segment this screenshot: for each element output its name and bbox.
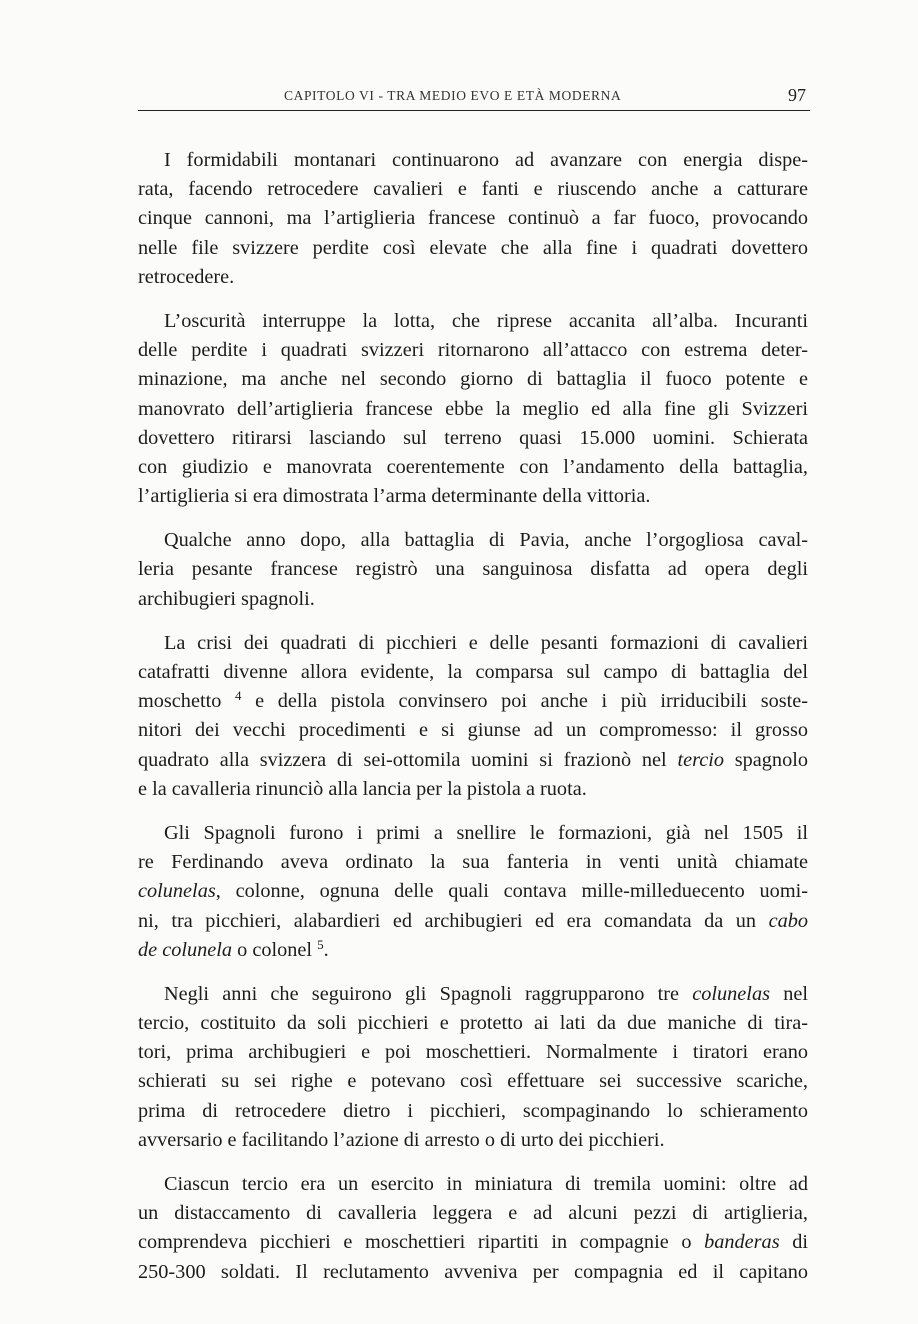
italic-term: cabo [768, 909, 808, 932]
text-run: nel [769, 982, 808, 1005]
text-line [138, 746, 808, 775]
footnote-ref: 5 [317, 936, 324, 952]
text-line [138, 424, 808, 453]
text-line [138, 819, 808, 848]
text-run: quadrato alla svizzera di sei-ottomila uomini si frazionò nel [138, 748, 678, 771]
text-line [138, 1126, 808, 1155]
paragraph [138, 307, 808, 511]
text-line [138, 936, 808, 965]
text-run: , colonne, ognuna delle quali contava mille-milleduecento uomi- [215, 880, 808, 903]
paragraph [138, 1170, 808, 1287]
text-run: re Ferdinando aveva ordinato la sua fanteria in venti unità chiamate [138, 851, 808, 874]
text-line [138, 395, 808, 424]
text-run: L’oscurità interruppe la lotta, che riprese accanita all’alba. Incuranti [164, 309, 808, 332]
text-run: di [779, 1231, 808, 1254]
text-line [138, 585, 808, 614]
italic-term: colunelas [692, 982, 770, 1005]
text-line [138, 482, 808, 511]
text-run: Qualche anno dopo, alla battaglia di Pavia, anche l’orgogliosa caval- [164, 529, 808, 552]
italic-term: tercio [677, 748, 724, 771]
text-line [138, 1097, 808, 1126]
chapter-title: CAPITOLO VI - TRA MEDIO EVO E ETÀ MODERNA [284, 88, 622, 103]
text-run: manovrato dell’artiglieria francese ebbe la meglio ed alla fine gli Svizzeri [138, 397, 808, 420]
text-line [138, 629, 808, 658]
text-line [138, 687, 808, 716]
text-run: schierati su sei righe e potevano così effettuare sei successive scariche, [138, 1070, 808, 1093]
text-run: con giudizio e manovrata coerentemente con l’andamento della battaglia, [138, 455, 808, 478]
text-line [138, 1228, 808, 1257]
text-line [138, 877, 808, 906]
text-run: e la cavalleria rinunciò alla lancia per la pistola a ruota. [138, 777, 587, 800]
text-run: l’artiglieria si era dimostrata l’arma determinante della vittoria. [138, 485, 651, 508]
paragraph [138, 819, 808, 965]
text-line [138, 1170, 808, 1199]
text-run: un distaccamento di cavalleria leggera e ad alcuni pezzi di artiglieria, [138, 1202, 808, 1225]
italic-term: de colunela [138, 938, 233, 961]
page-number: 97 [788, 85, 806, 105]
text-run: ni, tra picchieri, alabardieri ed archibugieri ed era comandata da un [138, 909, 769, 932]
text-line [138, 336, 808, 365]
text-line [138, 175, 808, 204]
text-run: tercio, costituito da soli picchieri e protetto ai lati da due maniche di tira- [138, 1012, 808, 1035]
text-run: moschetto [138, 690, 235, 713]
body-text [138, 146, 808, 1287]
paragraph [138, 526, 808, 614]
text-run: delle perdite i quadrati svizzeri ritornarono all’attacco con estrema deter- [138, 339, 808, 362]
text-line [138, 907, 808, 936]
text-run: rata, facendo retrocedere cavalieri e fanti e riuscendo anche a catturare [138, 178, 808, 201]
text-run: Gli Spagnoli furono i primi a snellire le formazioni, già nel 1505 il [164, 821, 808, 844]
text-run: tori, prima archibugieri e poi moschettieri. Normalmente i tiratori erano [138, 1041, 808, 1064]
text-run: catafratti divenne allora evidente, la comparsa sul campo di battaglia del [138, 661, 808, 683]
text-line [138, 775, 808, 804]
text-run: leria pesante francese registrò una sanguinosa disfatta ad opera degli [138, 558, 808, 581]
text-run: minazione, ma anche nel secondo giorno di battaglia il fuoco potente e [138, 368, 808, 391]
text-line [138, 234, 808, 263]
text-run: dovettero ritirarsi lasciando sul terreno quasi 15.000 uomini. Schierata [138, 426, 808, 449]
text-run: Ciascun tercio era un esercito in miniatura di tremila uomini: oltre ad [164, 1173, 808, 1195]
italic-term: colunelas [138, 880, 216, 903]
text-line [138, 1067, 808, 1096]
text-line [138, 1038, 808, 1067]
text-line [138, 980, 808, 1009]
text-run: . [323, 938, 329, 961]
paragraph [138, 146, 808, 292]
paragraph [138, 629, 808, 804]
text-run: I formidabili montanari continuarono ad avanzare con energia dispe- [164, 149, 808, 171]
text-run: La crisi dei quadrati di picchieri e delle pesanti formazioni di cavalieri [164, 631, 808, 654]
text-run: archibugieri spagnoli. [138, 587, 315, 610]
italic-term: banderas [704, 1231, 780, 1254]
text-run: nitori dei vecchi procedimenti e si giunse ad un compromesso: il grosso [138, 719, 808, 742]
text-run: retrocedere. [138, 265, 235, 288]
text-run: 250-300 soldati. Il reclutamento avveniva per compagnia ed il capitano [138, 1260, 808, 1283]
text-run: e della pistola convinsero poi anche i più irriducibili soste- [241, 690, 809, 713]
text-line [138, 263, 808, 292]
text-run: prima di retrocedere dietro i picchieri, scompaginando lo schieramento [138, 1099, 808, 1122]
text-line [138, 658, 808, 687]
text-line [138, 1258, 808, 1287]
text-line [138, 526, 808, 555]
running-head [138, 85, 810, 111]
text-line [138, 1009, 808, 1038]
text-run: Negli anni che seguirono gli Spagnoli raggrupparono tre [164, 982, 693, 1005]
text-run: nelle file svizzere perdite così elevate che alla fine i quadrati dovettero [138, 236, 808, 259]
paragraph [138, 980, 808, 1155]
text-line [138, 555, 808, 584]
text-line [138, 716, 808, 745]
text-run: spagnolo [724, 748, 808, 771]
text-line [138, 848, 808, 877]
text-run: cinque cannoni, ma l’artiglieria francese continuò a far fuoco, provocando [138, 207, 808, 230]
text-line [138, 307, 808, 336]
text-run: comprendeva picchieri e moschettieri ripartiti in compagnie o [138, 1231, 705, 1254]
footnote-ref: 4 [235, 688, 242, 704]
text-line [138, 1199, 808, 1228]
text-run: avversario e facilitando l’azione di arresto o di urto dei picchieri. [138, 1128, 665, 1151]
text-line [138, 146, 808, 175]
text-line [138, 453, 808, 482]
text-line [138, 365, 808, 394]
text-line [138, 204, 808, 233]
text-run: o colonel [232, 938, 318, 961]
